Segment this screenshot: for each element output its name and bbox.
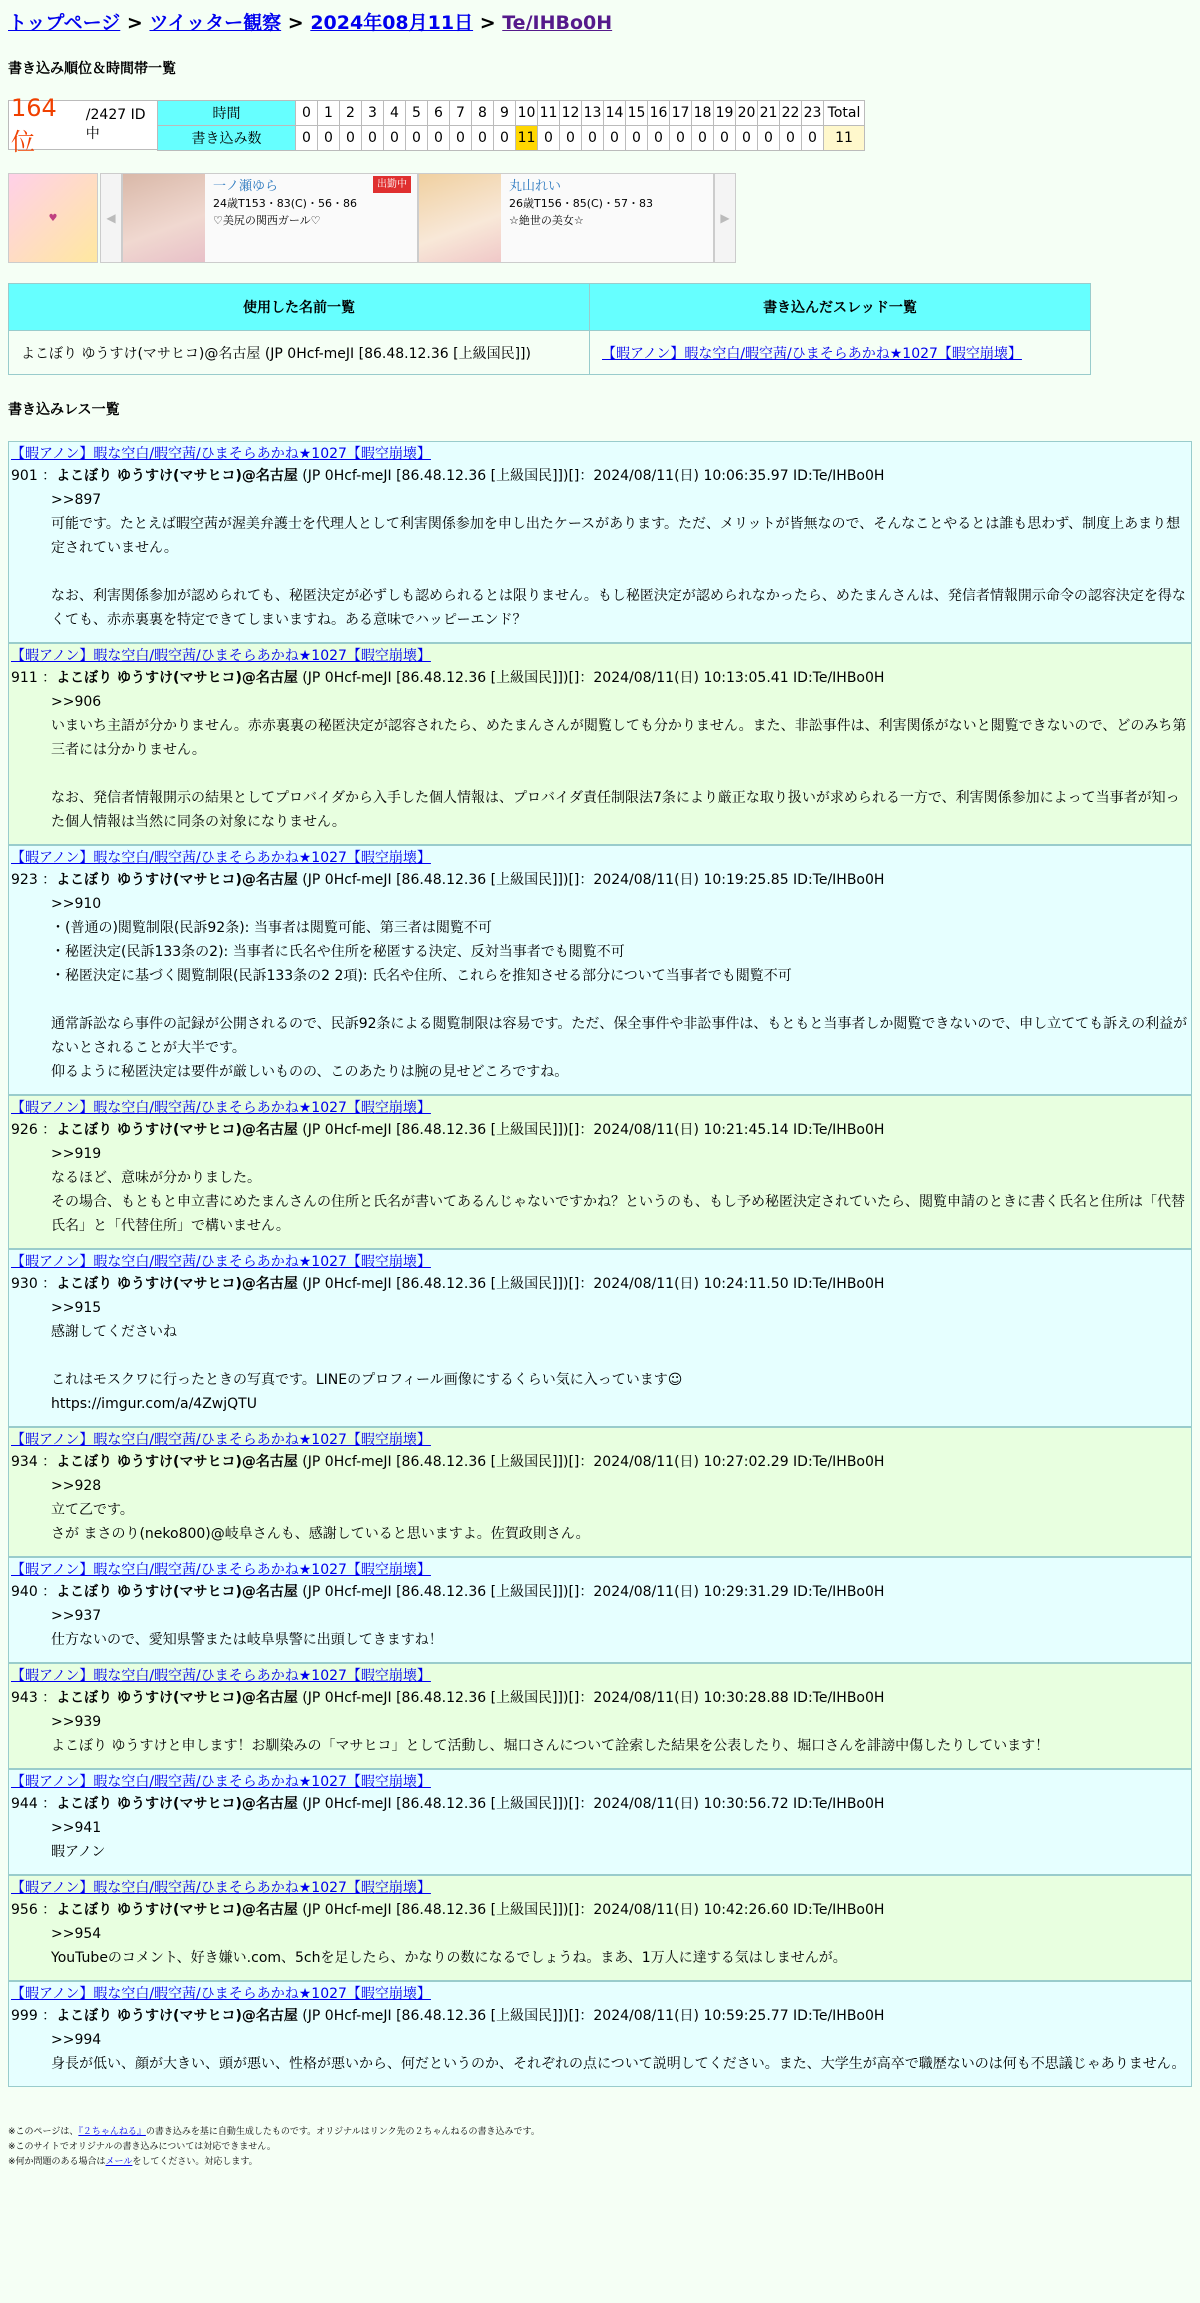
breadcrumb bbox=[8, 8, 1192, 38]
post-meta: (JP 0Hcf-meJI [86.48.12.36 [上級国民]])[]：2024/08/11(日) 10:27:02.29 ID:Te/IHBo0H bbox=[297, 1454, 885, 1470]
names-header: 使用した名前一覧 bbox=[9, 284, 590, 331]
post-meta: (JP 0Hcf-meJI [86.48.12.36 [上級国民]])[]：2024/08/11(日) 10:06:35.97 ID:Te/IHBo0H bbox=[297, 468, 885, 484]
banner-photo bbox=[419, 174, 501, 262]
post-author: よこぼり ゆうすけ(マサヒコ)@名古屋 bbox=[56, 1276, 298, 1292]
post-meta: (JP 0Hcf-meJI [86.48.12.36 [上級国民]])[]：2024/08/11(日) 10:13:05.41 ID:Te/IHBo0H bbox=[297, 670, 885, 686]
banner-next-arrow[interactable]: ▶ bbox=[714, 173, 736, 263]
post-header: 999 ：よこぼり ゆうすけ(マサヒコ)@名古屋 (JP 0Hcf-meJI [86.48.12.36 [上級国民]])[]：2024/08/11(日) 10:59:25.77 ID:Te/IHBo0H bbox=[11, 2008, 885, 2024]
post-number: 934 bbox=[11, 1454, 38, 1470]
post-meta: (JP 0Hcf-meJI [86.48.12.36 [上級国民]])[]：2024/08/11(日) 10:29:31.29 ID:Te/IHBo0H bbox=[297, 1584, 885, 1600]
banner-name: 丸山れい bbox=[509, 179, 562, 194]
posts-section-title: 書き込みレス一覧 bbox=[8, 402, 120, 418]
count-cell: 0 bbox=[780, 126, 802, 151]
post-thread-link[interactable]: 【暇アノン】暇な空白/暇空茜/ひまそらあかね★1027【暇空崩壊】 bbox=[11, 1668, 431, 1684]
hour-cell: 12 bbox=[560, 101, 582, 126]
post-header: 930 ：よこぼり ゆうすけ(マサヒコ)@名古屋 (JP 0Hcf-meJI [86.48.12.36 [上級国民]])[]：2024/08/11(日) 10:24:11.50 ID:Te/IHBo0H bbox=[11, 1276, 885, 1292]
rank-number: 164 位 bbox=[11, 93, 57, 156]
count-cell: 0 bbox=[648, 126, 670, 151]
breadcrumb-link-top[interactable]: トップページ bbox=[8, 12, 121, 34]
post-body: >>915 感謝してくださいね これはモスクワに行ったときの写真です。LINEのプロフィール画像にするくらい気に入っています☺ https://imgur.com/a/4ZwjQTU bbox=[51, 1300, 683, 1412]
rank-total: /2427 ID中 bbox=[85, 107, 146, 142]
count-cell: 0 bbox=[758, 126, 780, 151]
post-meta: (JP 0Hcf-meJI [86.48.12.36 [上級国民]])[]：2024/08/11(日) 10:59:25.77 ID:Te/IHBo0H bbox=[297, 2008, 885, 2024]
count-cell: 11 bbox=[516, 126, 538, 151]
hour-cell: 15 bbox=[626, 101, 648, 126]
thread-link-cell bbox=[590, 331, 1091, 375]
count-cell: 0 bbox=[736, 126, 758, 151]
banner-stats: 24歳T153・83(C)・56・86 bbox=[213, 197, 357, 210]
breadcrumb-link-date[interactable]: 2024年08月11日 bbox=[310, 12, 474, 34]
count-cell: 0 bbox=[582, 126, 604, 151]
post-author: よこぼり ゆうすけ(マサヒコ)@名古屋 bbox=[56, 1454, 298, 1470]
post-number: 926 bbox=[11, 1122, 38, 1138]
post-number: 956 bbox=[11, 1902, 38, 1918]
post-author: よこぼり ゆうすけ(マサヒコ)@名古屋 bbox=[56, 1122, 298, 1138]
post-body: >>994 身長が低い、顔が大きい、頭が悪い、性格が悪いから、何だというのか、それぞれの点について説明してください。また、大学生が高卒で職歴ないのは何も不思議じゃありません。 bbox=[51, 2032, 1186, 2072]
post bbox=[8, 845, 1192, 1095]
posts-list bbox=[8, 441, 1192, 2087]
post-meta: (JP 0Hcf-meJI [86.48.12.36 [上級国民]])[]：2024/08/11(日) 10:30:56.72 ID:Te/IHBo0H bbox=[297, 1796, 885, 1812]
hour-cell: 20 bbox=[736, 101, 758, 126]
breadcrumb-current[interactable]: Te/IHBo0H bbox=[502, 12, 613, 34]
ranking-panel bbox=[8, 93, 1192, 156]
footer bbox=[8, 2125, 1192, 2170]
post-body: >>937 仕方ないので、愛知県警または岐阜県警に出頭してきますね！ bbox=[51, 1608, 443, 1648]
banner-stats: 26歳T156・85(C)・57・83 bbox=[509, 197, 653, 210]
post-thread-link[interactable]: 【暇アノン】暇な空白/暇空茜/ひまそらあかね★1027【暇空崩壊】 bbox=[11, 850, 431, 866]
count-cell: 0 bbox=[626, 126, 648, 151]
post-body: >>919 なるほど、意味が分かりました。 その場合、もともと申立書にめたまんさんの住所と氏名が書いてあるんじゃないですかね？というのも、もし予め秘匿決定されていたら、閲覧申請のときに書く氏名と住所は「代替氏名」と「代替住所」で構いません。 bbox=[51, 1146, 1185, 1234]
post-thread-link[interactable]: 【暇アノン】暇な空白/暇空茜/ひまそらあかね★1027【暇空崩壊】 bbox=[11, 1986, 431, 2002]
banner-photo bbox=[123, 174, 205, 262]
post-body: >>954 YouTubeのコメント、好き嫌い.com、5chを足したら、かなりの数になるでしょうね。まあ、1万人に達する気はしませんが。 bbox=[51, 1926, 847, 1966]
hour-cell: 23 bbox=[802, 101, 824, 126]
count-cell: 0 bbox=[714, 126, 736, 151]
post-author: よこぼり ゆうすけ(マサヒコ)@名古屋 bbox=[56, 468, 298, 484]
hour-table bbox=[157, 100, 865, 151]
count-cell: 0 bbox=[296, 126, 318, 151]
post-header: 911 ：よこぼり ゆうすけ(マサヒコ)@名古屋 (JP 0Hcf-meJI [86.48.12.36 [上級国民]])[]：2024/08/11(日) 10:13:05.41 ID:Te/IHBo0H bbox=[11, 670, 885, 686]
hour-cell: 7 bbox=[450, 101, 472, 126]
post-thread-link[interactable]: 【暇アノン】暇な空白/暇空茜/ひまそらあかね★1027【暇空崩壊】 bbox=[11, 1254, 431, 1270]
post-author: よこぼり ゆうすけ(マサヒコ)@名古屋 bbox=[56, 1796, 298, 1812]
post-header: 956 ：よこぼり ゆうすけ(マサヒコ)@名古屋 (JP 0Hcf-meJI [86.48.12.36 [上級国民]])[]：2024/08/11(日) 10:42:26.60 ID:Te/IHBo0H bbox=[11, 1902, 885, 1918]
banner-card[interactable] bbox=[418, 173, 714, 263]
post-number: 923 bbox=[11, 872, 38, 888]
count-cell: 0 bbox=[560, 126, 582, 151]
post bbox=[8, 441, 1192, 643]
hour-cell: 2 bbox=[340, 101, 362, 126]
count-cell: 0 bbox=[450, 126, 472, 151]
count-cell: 0 bbox=[340, 126, 362, 151]
breadcrumb-link-twitter[interactable]: ツイッター観察 bbox=[149, 12, 282, 34]
post bbox=[8, 1427, 1192, 1557]
count-cell: 0 bbox=[802, 126, 824, 151]
post-thread-link[interactable]: 【暇アノン】暇な空白/暇空茜/ひまそらあかね★1027【暇空崩壊】 bbox=[11, 1562, 431, 1578]
footer-line-1: ※このページは、『２ちゃんねる』の書き込みを基に自動生成したものです。オリジナルはリンク先の２ちゃんねるの書き込みです。 bbox=[8, 2127, 540, 2137]
count-cell: 0 bbox=[384, 126, 406, 151]
hour-cell: 5 bbox=[406, 101, 428, 126]
count-cell: 0 bbox=[362, 126, 384, 151]
post-number: 944 bbox=[11, 1796, 38, 1812]
post-meta: (JP 0Hcf-meJI [86.48.12.36 [上級国民]])[]：2024/08/11(日) 10:19:25.85 ID:Te/IHBo0H bbox=[297, 872, 885, 888]
post bbox=[8, 1095, 1192, 1249]
post bbox=[8, 1875, 1192, 1981]
banner-status-badge: 出勤中 bbox=[373, 176, 411, 193]
post-number: 943 bbox=[11, 1690, 38, 1706]
post-header: 926 ：よこぼり ゆうすけ(マサヒコ)@名古屋 (JP 0Hcf-meJI [86.48.12.36 [上級国民]])[]：2024/08/11(日) 10:21:45.14 ID:Te/IHBo0H bbox=[11, 1122, 885, 1138]
post-meta: (JP 0Hcf-meJI [86.48.12.36 [上級国民]])[]：2024/08/11(日) 10:24:11.50 ID:Te/IHBo0H bbox=[297, 1276, 885, 1292]
post-header: 944 ：よこぼり ゆうすけ(マサヒコ)@名古屋 (JP 0Hcf-meJI [86.48.12.36 [上級国民]])[]：2024/08/11(日) 10:30:56.72 ID:Te/IHBo0H bbox=[11, 1796, 885, 1812]
post-meta: (JP 0Hcf-meJI [86.48.12.36 [上級国民]])[]：2024/08/11(日) 10:30:28.88 ID:Te/IHBo0H bbox=[297, 1690, 885, 1706]
post-number: 999 bbox=[11, 2008, 38, 2024]
post-number: 930 bbox=[11, 1276, 38, 1292]
banner-name: 一ノ瀬ゆら bbox=[213, 179, 279, 194]
count-cell: 0 bbox=[692, 126, 714, 151]
hour-label: 時間 bbox=[158, 101, 296, 126]
hour-cell: 1 bbox=[318, 101, 340, 126]
banner-desc: ☆絶世の美女☆ bbox=[509, 214, 584, 227]
count-cell: 0 bbox=[538, 126, 560, 151]
post-thread-link[interactable]: 【暇アノン】暇な空白/暇空茜/ひまそらあかね★1027【暇空崩壊】 bbox=[11, 1432, 431, 1448]
names-threads-table bbox=[8, 283, 1091, 375]
count-cell: 0 bbox=[318, 126, 340, 151]
post bbox=[8, 1557, 1192, 1663]
banner-info bbox=[501, 174, 713, 262]
count-cell: 0 bbox=[428, 126, 450, 151]
total-count: 11 bbox=[824, 126, 865, 151]
post-author: よこぼり ゆうすけ(マサヒコ)@名古屋 bbox=[56, 670, 298, 686]
count-cell: 0 bbox=[670, 126, 692, 151]
post-number: 940 bbox=[11, 1584, 38, 1600]
post-header: 923 ：よこぼり ゆうすけ(マサヒコ)@名古屋 (JP 0Hcf-meJI [86.48.12.36 [上級国民]])[]：2024/08/11(日) 10:19:25.85 ID:Te/IHBo0H bbox=[11, 872, 885, 888]
thread-link[interactable]: 【暇アノン】暇な空白/暇空茜/ひまそらあかね★1027【暇空崩壊】 bbox=[602, 345, 1022, 362]
footer-line-3: ※何か問題のある場合はメールをしてください。対応します。 bbox=[8, 2157, 258, 2167]
hour-cell: 10 bbox=[516, 101, 538, 126]
breadcrumb-separator: > bbox=[479, 12, 496, 34]
post-body: >>910 ・(普通の)閲覧制限(民訴92条): 当事者は閲覧可能、第三者は閲覧不可 ・秘匿決定(民訴133条の2): 当事者に氏名や住所を秘匿する決定、反対当事者でも閲覧不可 ・秘匿決定に基づく閲覧制限(民訴133条の2 2項): 氏名や住所、これらを推知させる部分について当事者でも閲覧不可 通常訴訟なら事件の記録が公開されるので、民訴92条による閲覧制限は容易です。ただ、保全事件や非訟事件は、もともと当事者しか閲覧できないので、申し立てても訴えの利益がないとされることが大半です。 仰るように秘匿決定は要件が厳しいものの、このあたりは腕の見せどころですね。 bbox=[51, 896, 1188, 1080]
post-thread-link[interactable]: 【暇アノン】暇な空白/暇空茜/ひまそらあかね★1027【暇空崩壊】 bbox=[11, 1774, 431, 1790]
hour-cell: 9 bbox=[494, 101, 516, 126]
ad-banner-strip bbox=[8, 173, 1192, 263]
hour-cell: 21 bbox=[758, 101, 780, 126]
banner-card[interactable] bbox=[122, 173, 418, 263]
post-author: よこぼり ゆうすけ(マサヒコ)@名古屋 bbox=[56, 1902, 298, 1918]
post bbox=[8, 643, 1192, 845]
post-number: 901 bbox=[11, 468, 38, 484]
count-cell: 0 bbox=[604, 126, 626, 151]
hour-cell: 0 bbox=[296, 101, 318, 126]
post-meta: (JP 0Hcf-meJI [86.48.12.36 [上級国民]])[]：2024/08/11(日) 10:42:26.60 ID:Te/IHBo0H bbox=[297, 1902, 885, 1918]
post-thread-link[interactable]: 【暇アノン】暇な空白/暇空茜/ひまそらあかね★1027【暇空崩壊】 bbox=[11, 1880, 431, 1896]
post-body: >>906 いまいち主語が分かりません。赤赤裏裏の秘匿決定が認容されたら、めたまんさんが閲覧しても分かりません。また、非訟事件は、利害関係がないと閲覧できないので、どのみち第三者には分かりません。 なお、発信者情報開示の結果としてプロバイダから入手した個人情報は、プロバイダ責任制限法7条により厳正な取り扱いが求められる一方で、利害関係参加によって当事者が知った個人情報は当然に同条の対象になりません。 bbox=[51, 694, 1187, 830]
banner-info bbox=[205, 174, 417, 262]
hour-cell: 22 bbox=[780, 101, 802, 126]
footer-2ch-link[interactable]: 『２ちゃんねる』 bbox=[78, 2127, 146, 2137]
used-name-cell: よこぼり ゆうすけ(マサヒコ)@名古屋 (JP 0Hcf-meJI [86.48.12.36 [上級国民]]) bbox=[9, 331, 590, 375]
post-thread-link[interactable]: 【暇アノン】暇な空白/暇空茜/ひまそらあかね★1027【暇空崩壊】 bbox=[11, 648, 431, 664]
post-thread-link[interactable]: 【暇アノン】暇な空白/暇空茜/ひまそらあかね★1027【暇空崩壊】 bbox=[11, 446, 431, 462]
footer-mail-link[interactable]: メール bbox=[105, 2157, 133, 2167]
post-body: >>928 立て乙です。 さが まさのり(neko800)@岐阜さんも、感謝していると思いますよ。佐賀政則さん。 bbox=[51, 1478, 590, 1542]
post-header: 940 ：よこぼり ゆうすけ(マサヒコ)@名古屋 (JP 0Hcf-meJI [86.48.12.36 [上級国民]])[]：2024/08/11(日) 10:29:31.29 ID:Te/IHBo0H bbox=[11, 1584, 885, 1600]
post-number: 911 bbox=[11, 670, 38, 686]
hour-cell: 8 bbox=[472, 101, 494, 126]
post-meta: (JP 0Hcf-meJI [86.48.12.36 [上級国民]])[]：2024/08/11(日) 10:21:45.14 ID:Te/IHBo0H bbox=[297, 1122, 885, 1138]
post-header: 901 ：よこぼり ゆうすけ(マサヒコ)@名古屋 (JP 0Hcf-meJI [86.48.12.36 [上級国民]])[]：2024/08/11(日) 10:06:35.97 ID:Te/IHBo0H bbox=[11, 468, 885, 484]
post-header: 943 ：よこぼり ゆうすけ(マサヒコ)@名古屋 (JP 0Hcf-meJI [86.48.12.36 [上級国民]])[]：2024/08/11(日) 10:30:28.88 ID:Te/IHBo0H bbox=[11, 1690, 885, 1706]
hour-cell: 19 bbox=[714, 101, 736, 126]
hour-cell: 6 bbox=[428, 101, 450, 126]
ranking-section-title: 書き込み順位＆時間帯一覧 bbox=[8, 61, 176, 77]
post bbox=[8, 1249, 1192, 1427]
post-author: よこぼり ゆうすけ(マサヒコ)@名古屋 bbox=[56, 2008, 298, 2024]
hour-cell: 14 bbox=[604, 101, 626, 126]
banner-logo[interactable]: ♥ bbox=[8, 173, 98, 263]
post-body: >>941 暇アノン bbox=[51, 1820, 106, 1860]
post-author: よこぼり ゆうすけ(マサヒコ)@名古屋 bbox=[56, 1690, 298, 1706]
post bbox=[8, 1663, 1192, 1769]
post-thread-link[interactable]: 【暇アノン】暇な空白/暇空茜/ひまそらあかね★1027【暇空崩壊】 bbox=[11, 1100, 431, 1116]
hour-cell: 16 bbox=[648, 101, 670, 126]
hour-count-row bbox=[158, 126, 865, 151]
post-author: よこぼり ゆうすけ(マサヒコ)@名古屋 bbox=[56, 1584, 298, 1600]
breadcrumb-separator: > bbox=[287, 12, 304, 34]
post-body: >>939 よこぼり ゆうすけと申します！お馴染みの「マサヒコ」として活動し、堀口さんについて詮索した結果を公表したり、堀口さんを誹謗中傷したりしています！ bbox=[51, 1714, 1050, 1754]
hour-cell: 17 bbox=[670, 101, 692, 126]
footer-line-2: ※このサイトでオリジナルの書き込みについては対応できません。 bbox=[8, 2142, 276, 2152]
post-header: 934 ：よこぼり ゆうすけ(マサヒコ)@名古屋 (JP 0Hcf-meJI [86.48.12.36 [上級国民]])[]：2024/08/11(日) 10:27:02.29 ID:Te/IHBo0H bbox=[11, 1454, 885, 1470]
count-cell: 0 bbox=[472, 126, 494, 151]
post-body: >>897 可能です。たとえば暇空茜が渥美弁護士を代理人として利害関係参加を申し出たケースがあります。ただ、メリットが皆無なので、そんなことやるとは誰も思わず、制度上あまり想定されていません。 なお、利害関係参加が認められても、秘匿決定が必ずしも認められるとは限りません。もし秘匿決定が認められなかったら、めたまんさんは、発信者情報開示命令の認容決定を得なくても、赤赤裏裏を特定できてしまいますね。ある意味でハッピーエンド？ bbox=[51, 492, 1186, 628]
count-cell: 0 bbox=[406, 126, 428, 151]
hour-cell: 3 bbox=[362, 101, 384, 126]
count-cell: 0 bbox=[494, 126, 516, 151]
post-author: よこぼり ゆうすけ(マサヒコ)@名古屋 bbox=[56, 872, 298, 888]
post bbox=[8, 1769, 1192, 1875]
post bbox=[8, 1981, 1192, 2087]
rank-box bbox=[8, 93, 157, 156]
banner-prev-arrow[interactable]: ◀ bbox=[100, 173, 122, 263]
hour-cell: 13 bbox=[582, 101, 604, 126]
breadcrumb-separator: > bbox=[126, 12, 143, 34]
hour-cell: 18 bbox=[692, 101, 714, 126]
count-label: 書き込み数 bbox=[158, 126, 296, 151]
hour-header-row bbox=[158, 101, 865, 126]
hour-cell: 4 bbox=[384, 101, 406, 126]
hour-cell: 11 bbox=[538, 101, 560, 126]
threads-header: 書き込んだスレッド一覧 bbox=[590, 284, 1091, 331]
total-label: Total bbox=[824, 101, 865, 126]
banner-desc: ♡美尻の関西ガール♡ bbox=[213, 214, 321, 227]
